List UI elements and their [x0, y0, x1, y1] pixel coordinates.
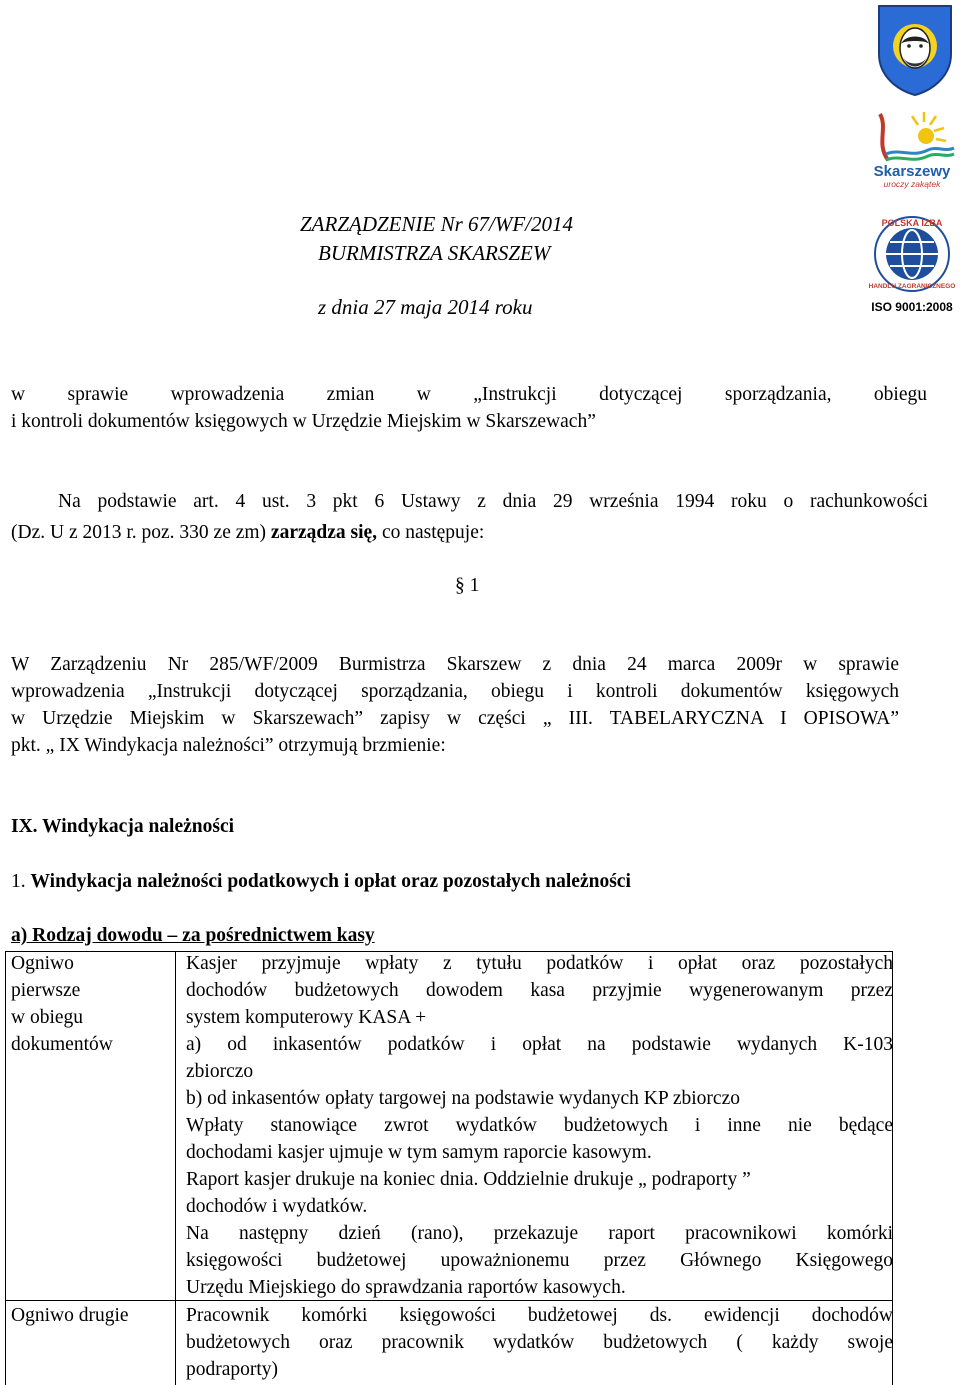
coat-of-arms-logo — [877, 4, 953, 96]
skarszewy-logo — [866, 108, 958, 190]
subject-line1: w sprawie wprowadzenia zmian w „Instrukcji dotyczącej sporządzania, obiegu — [11, 384, 927, 405]
heading-1 — [11, 868, 631, 895]
table-row1-label-line: pierwsze — [11, 980, 81, 1001]
skarszewy-logo-tagline: uroczy zakątek — [883, 179, 941, 189]
table-row1-line: dochodami kasjer ujmuje w tym samym raporcie kasowym. — [186, 1142, 652, 1163]
table-row2-line: podraporty) — [186, 1359, 279, 1380]
table-row1-label-line: dokumentów — [11, 1034, 113, 1055]
iso-certificate-text: ISO 9001:2008 — [871, 300, 953, 314]
heading-ix: IX. Windykacja należności — [11, 816, 235, 837]
table-row1-label-line: Ogniwo — [11, 953, 74, 974]
paragraph-line1: W Zarządzeniu Nr 285/WF/2009 Burmistrza Skarszew z dnia 24 marca 2009r w sprawie — [11, 654, 899, 675]
table-row1-line: b) od inkasentów opłaty targowej na podstawie wydanych KP zbiorczo — [186, 1088, 740, 1109]
paragraph-line4: pkt. „ IX Windykacja należności” otrzymują brzmienie: — [11, 735, 446, 756]
heading-1-number: 1. — [11, 871, 31, 892]
legal-basis-citation: (Dz. U z 2013 r. poz. 330 ze zm) — [11, 522, 271, 543]
table-row1-content — [186, 950, 893, 1301]
subject-line2: i kontroli dokumentów księgowych w Urzędzie Miejskim w Skarszewach” — [11, 411, 596, 432]
table-row2-label: Ogniwo drugie — [11, 1305, 129, 1326]
pih-logo-bottom-text: HANDLU ZAGRANICZNEGO — [868, 283, 956, 290]
table-row1-line: Wpłaty stanowiące zwrot wydatków budżetowych i inne nie będące — [186, 1115, 893, 1136]
heading-a: a) Rodzaj dowodu – za pośrednictwem kasy — [11, 925, 375, 946]
table-row2-content — [186, 1302, 893, 1383]
paragraph-line2: wprowadzenia „Instrukcji dotyczącej sporządzania, obiegu i kontroli dokumentów księgowych — [11, 681, 899, 702]
pih-iso-logo — [866, 214, 958, 314]
table-row1-line: zbiorczo — [186, 1061, 254, 1082]
section-mark: § 1 — [455, 575, 480, 596]
skarszewy-logo-text: Skarszewy — [873, 163, 951, 180]
table-row1-line: a) od inkasentów podatków i opłat na podstawie wydanych K-103 — [186, 1034, 893, 1055]
table-row1-line: dochodów budżetowych dowodem kasa przyjmie wygenerowanym przez — [186, 980, 893, 1001]
document-date: z dnia 27 maja 2014 roku — [318, 295, 533, 319]
document-title-line1: ZARZĄDZENIE Nr 67/WF/2014 — [300, 212, 574, 236]
table-row1-line: Urzędu Miejskiego do sprawdzania raportów kasowych. — [186, 1277, 626, 1298]
table-row2-line: budżetowych oraz pracownik wydatków budżetowych ( każdy swoje — [186, 1332, 893, 1353]
heading-1-text: Windykacja należności podatkowych i opłat oraz pozostałych należności — [30, 871, 631, 892]
table-row1-line: system komputerowy KASA + — [186, 1007, 427, 1028]
table-row2-line: Pracownik komórki księgowości budżetowej ds. ewidencji dochodów — [186, 1305, 893, 1326]
table-column-divider — [175, 951, 176, 1385]
paragraph-line3: w Urzędzie Miejskim w Skarszewach” zapisy w części „ III. TABELARYCZNA I OPISOWA” — [11, 708, 899, 729]
table-row1-label-line: w obiegu — [11, 1007, 84, 1028]
table-row1-line: Kasjer przyjmuje wpłaty z tytułu podatków i opłat oraz pozostałych — [186, 953, 893, 974]
table-row1-line: księgowości budżetowej upoważnionemu przez Głównego Księgowego — [186, 1250, 893, 1271]
legal-basis-line2 — [11, 519, 484, 546]
table-row1-line: Na następny dzień (rano), przekazuje raport pracownikowi komórki — [186, 1223, 893, 1244]
legal-basis-continuation: co następuje: — [377, 522, 485, 543]
pih-logo-top-text: POLSKA IZBA — [881, 218, 943, 228]
legal-basis-line1: Na podstawie art. 4 ust. 3 pkt 6 Ustawy z dnia 29 września 1994 roku o rachunkowości — [58, 491, 928, 512]
legal-basis-decision: zarządza się, — [270, 522, 378, 543]
table-row1-label — [11, 950, 113, 1058]
table-row1-line: dochodów i wydatków. — [186, 1196, 368, 1217]
document-title-line2: BURMISTRZA SKARSZEW — [318, 241, 551, 265]
table-row1-line: Raport kasjer drukuje na koniec dnia. Oddzielnie drukuje „ podraporty ” — [186, 1169, 751, 1190]
